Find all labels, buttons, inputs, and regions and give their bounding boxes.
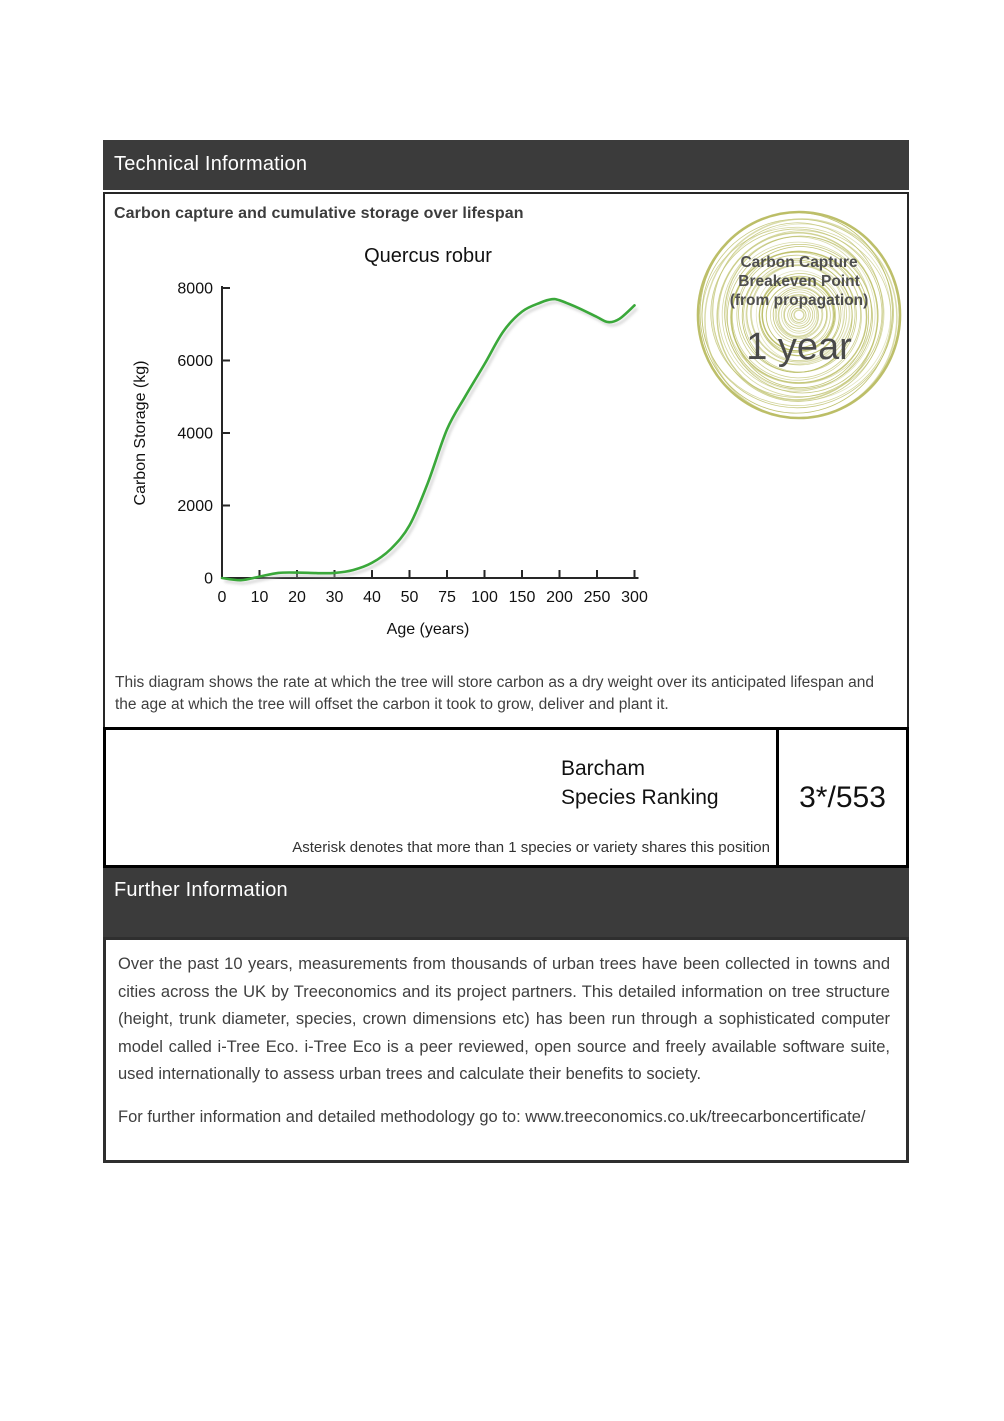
svg-text:20: 20 bbox=[288, 589, 306, 606]
svg-text:200: 200 bbox=[546, 589, 573, 606]
svg-text:10: 10 bbox=[250, 589, 269, 606]
svg-text:6000: 6000 bbox=[177, 353, 213, 370]
technical-information-header bbox=[103, 140, 909, 190]
chart-title: Quercus robur bbox=[364, 245, 492, 267]
x-axis-label: Age (years) bbox=[386, 621, 470, 638]
ranking-value-cell bbox=[776, 730, 906, 865]
svg-text:75: 75 bbox=[438, 589, 456, 606]
svg-text:250: 250 bbox=[583, 589, 611, 606]
breakeven-line3: (from propagation) bbox=[729, 292, 869, 309]
line-chart bbox=[105, 230, 665, 650]
ranking-value: 3*/553 bbox=[799, 780, 886, 814]
chart-description: This diagram shows the rate at which the tree will store carbon as a dry weight over its anticipated lifespan and the age at which the tree will offset the carbon it took to grow, deliver and plant it. bbox=[115, 674, 875, 713]
svg-text:50: 50 bbox=[400, 589, 419, 606]
breakeven-badge bbox=[689, 203, 909, 423]
y-axis-label: Carbon Storage (kg) bbox=[132, 360, 149, 506]
further-information-header bbox=[103, 868, 909, 937]
asterisk-note: Asterisk denotes that more than 1 species or variety shares this position bbox=[292, 839, 770, 856]
carbon-capture-section bbox=[103, 192, 909, 727]
svg-text:150: 150 bbox=[508, 589, 536, 606]
further-information-section bbox=[103, 937, 909, 1163]
further-information-paragraph: Over the past 10 years, measurements from thousands of urban trees have been collected in towns and cities across the UK by Treeconomics and its project partners. This detailed information on tree structure (height, trunk diameter, species, crown dimensions etc) has been run through a sophisticated computer model called i-Tree Eco. i-Tree Eco is a peer reviewed, open source and freely available software suite, used internationally to assess urban trees and calculate their benefits to society. bbox=[118, 955, 890, 1083]
svg-text:0: 0 bbox=[204, 570, 213, 588]
svg-text:8000: 8000 bbox=[177, 280, 213, 298]
svg-text:300: 300 bbox=[621, 589, 648, 606]
ranking-org: Barcham bbox=[561, 757, 646, 780]
svg-text:2000: 2000 bbox=[177, 498, 213, 515]
methodology-link-line: For further information and detailed methodology go to: www.treeconomics.co.uk/treecarboncertificate/ bbox=[118, 1107, 866, 1126]
chart-series bbox=[222, 299, 637, 583]
ranking-label bbox=[561, 754, 719, 812]
chart-section-title: Carbon capture and cumulative storage over lifespan bbox=[114, 205, 524, 222]
breakeven-value: 1 year bbox=[746, 326, 852, 368]
carbon-storage-chart bbox=[105, 230, 665, 650]
breakeven-line1: Carbon Capture bbox=[740, 254, 858, 271]
breakeven-line2: Breakeven Point bbox=[738, 273, 860, 290]
svg-text:4000: 4000 bbox=[177, 425, 213, 443]
svg-text:0: 0 bbox=[217, 589, 227, 606]
further-information-title: Further Information bbox=[114, 879, 288, 901]
technical-information-title: Technical Information bbox=[114, 153, 308, 175]
ranking-label-text: Species Ranking bbox=[561, 786, 719, 809]
ranking-label-cell bbox=[106, 730, 776, 865]
certificate-page bbox=[103, 140, 909, 1163]
species-ranking-strip bbox=[103, 727, 909, 868]
chart-axes bbox=[177, 281, 648, 607]
svg-text:40: 40 bbox=[363, 589, 381, 606]
breakeven-text bbox=[689, 203, 909, 369]
svg-text:30: 30 bbox=[325, 589, 344, 606]
svg-text:100: 100 bbox=[471, 589, 498, 606]
